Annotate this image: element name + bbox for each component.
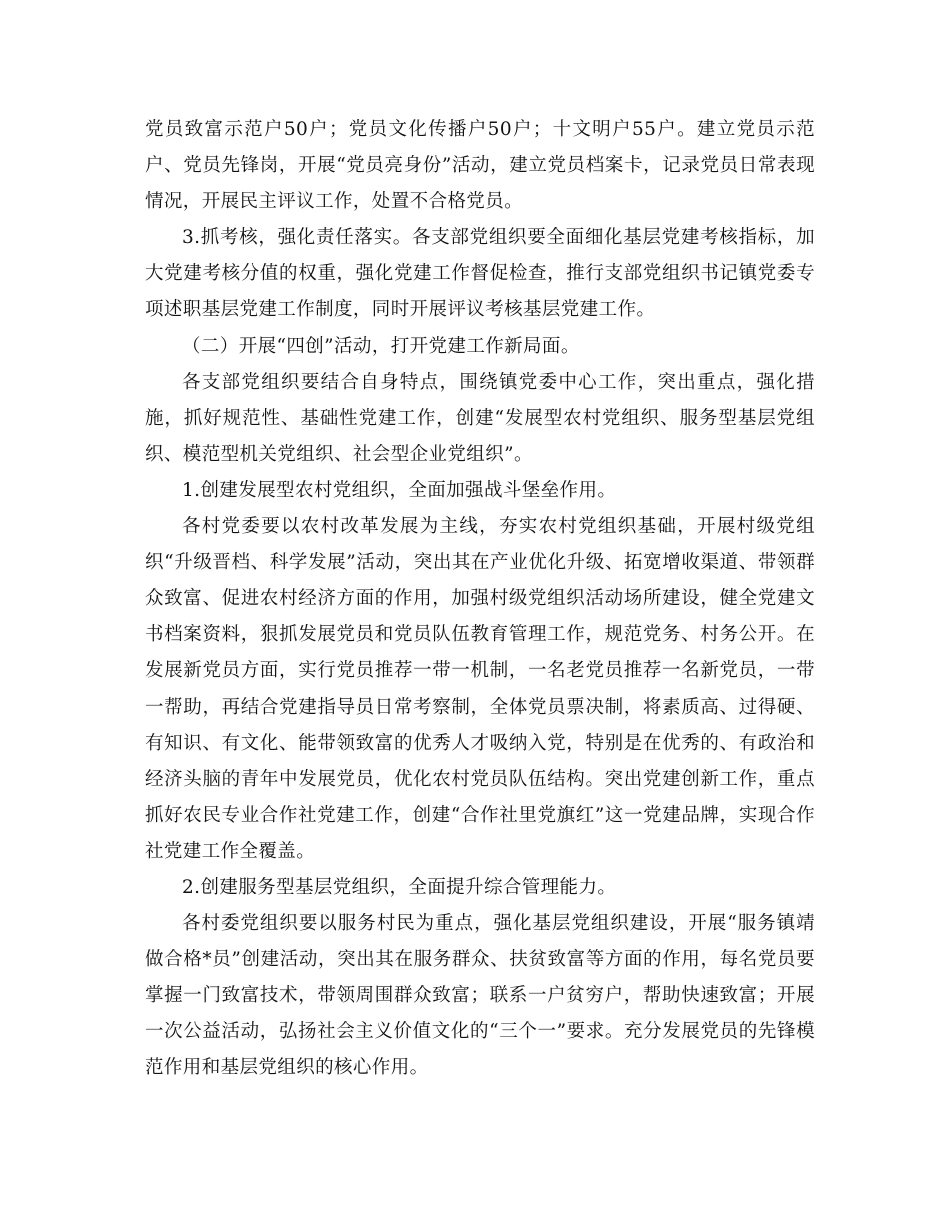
paragraph: 党员致富示范户50户；党员文化传播户50户；十文明户55户。建立党员示范户、党员先锋岗，开展“党员亮身份”活动，建立党员档案卡，记录党员日常表现情况，开展民主评议工作，处置不合格党员。 <box>145 119 815 213</box>
paragraph: 3.抓考核，强化责任落实。各支部党组织要全面细化基层党建考核指标，加大党建考核分值的权重，强化党建工作督促检查，推行支部党组织书记镇党委专项述职基层党建工作制度，同时开展评议考核基层党建工作。 <box>145 227 815 321</box>
paragraph: 各村党委要以农村改革发展为主线，夯实农村党组织基础，开展村级党组织“升级晋档、科学发展”活动，突出其在产业优化升级、拓宽增收渠道、带领群众致富、促进农村经济方面的作用，加强村级党组织活动场所建设，健全党建文书档案资料，狠抓发展党员和党员队伍教育管理工作，规范党务、村务公开。在发展新党员方面，实行党员推荐一带一机制，一名老党员推荐一名新党员，一带一帮助，再结合党建指导员日常考察制，全体党员票决制，将素质高、过得硬、有知识、有文化、能带领致富的优秀人才吸纳入党，特别是在优秀的、有政治和经济头脑的青年中发展党员，优化农村党员队伍结构。突出党建创新工作，重点抓好农民专业合作社党建工作，创建“合作社里党旗红”这一党建品牌，实现合作社党建工作全覆盖。 <box>145 516 815 862</box>
section-heading: （二）开展“四创”活动，打开党建工作新局面。 <box>182 335 580 357</box>
subsection-heading: 1.创建发展型农村党组织，全面加强战斗堡垒作用。 <box>182 479 617 501</box>
paragraph: 各支部党组织要结合自身特点，围绕镇党委中心工作，突出重点，强化措施，抓好规范性、基础性党建工作，创建“发展型农村党组织、服务型基层党组织、模范型机关党组织、社会型企业党组织”。 <box>145 371 815 465</box>
paragraph: 各村委党组织要以服务村民为重点，强化基层党组织建设，开展“服务镇靖做合格*员”创建活动，突出其在服务群众、扶贫致富等方面的作用，每名党员要掌握一门致富技术，带领周围群众致富；联系一户贫穷户，帮助快速致富；开展一次公益活动，弘扬社会主义价值文化的“三个一”要求。充分发展党员的先锋模范作用和基层党组织的核心作用。 <box>145 913 815 1079</box>
document-body <box>145 112 815 1087</box>
subsection-heading: 2.创建服务型基层党组织，全面提升综合管理能力。 <box>182 876 617 898</box>
